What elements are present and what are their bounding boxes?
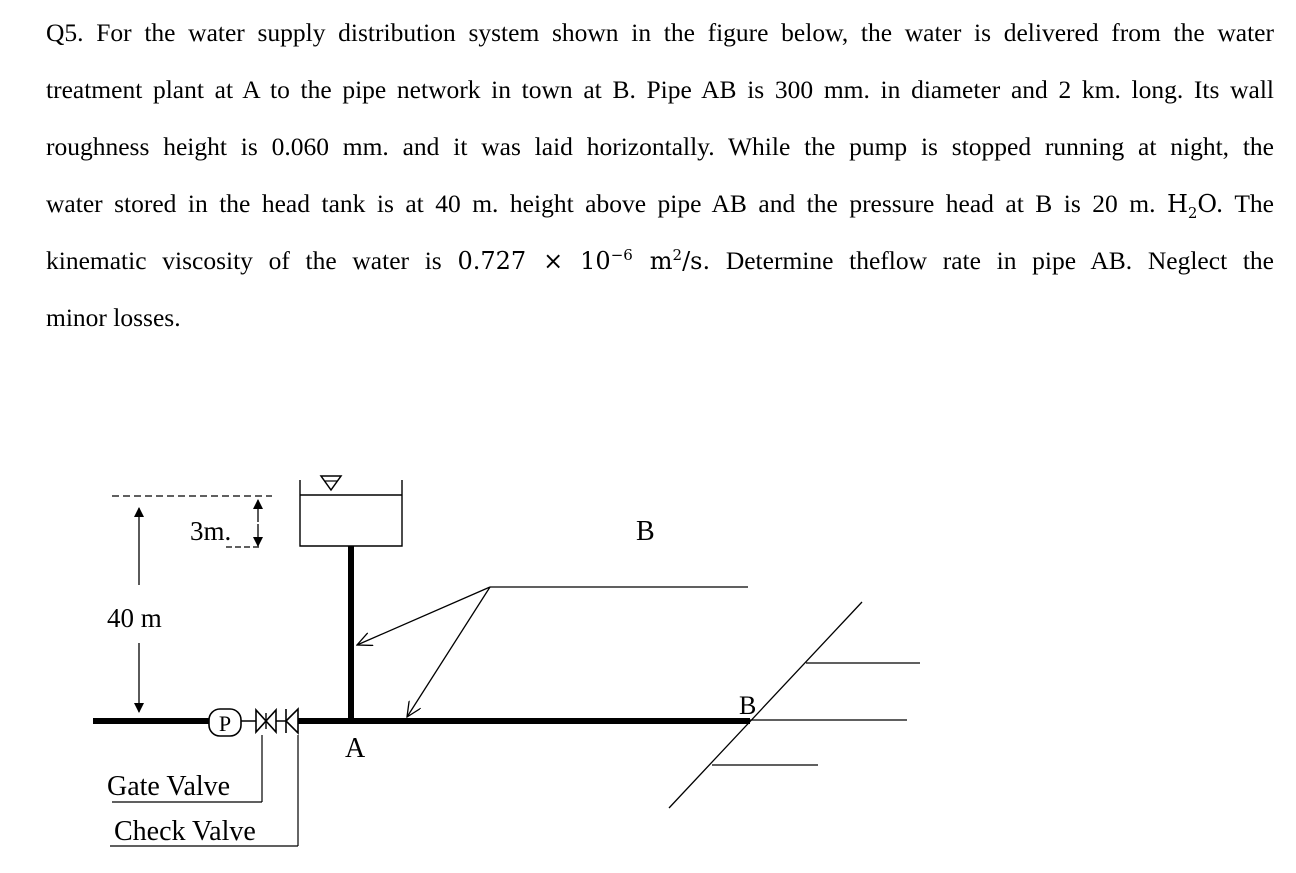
- label-gate-valve: Gate Valve: [107, 771, 231, 802]
- line-4-text: water stored in the head tank is at 40 m. height above pipe AB and the pressure head at B is 20 m.: [46, 189, 1156, 218]
- line-5-end: Determine theflow rate in pipe AB. Neglect the: [725, 246, 1274, 275]
- label-a: A: [345, 733, 366, 764]
- question-line-2: treatment plant at A to the pipe network in town at B. Pipe AB is 300 mm. in diameter and 2 km. long. Its wall: [46, 75, 1274, 104]
- callout-arrow-to-pipe: [407, 587, 490, 717]
- question-line-1: Q5. For the water supply distribution system shown in the figure below, the water is delivered from the water: [46, 18, 1274, 47]
- callout-arrow-to-riser: [357, 587, 490, 645]
- pump-label: P: [218, 711, 232, 736]
- network-branch-diagonal: [669, 602, 862, 808]
- label-3m: 3m.: [190, 516, 232, 546]
- head-tank: [300, 480, 402, 546]
- line-4-end: The: [1234, 189, 1275, 218]
- water-formula: $H_2O$.: [1166, 190, 1224, 222]
- viscosity-value: $0.727 \times 10^{-6}$ $m^2/s$.: [457, 246, 711, 275]
- question-line-6: minor losses.: [46, 303, 181, 332]
- label-40m: 40 m: [107, 603, 162, 633]
- label-b-pipe: B: [739, 691, 757, 720]
- line-5-text: kinematic viscosity of the water is: [46, 246, 442, 275]
- free-surface-icon: [321, 476, 341, 490]
- label-b-top: B: [636, 516, 655, 547]
- label-check-valve: Check Valve: [114, 816, 256, 847]
- question-line-3: roughness height is 0.060 mm. and it was laid horizontally. While the pump is stopped running at night, the: [46, 132, 1274, 161]
